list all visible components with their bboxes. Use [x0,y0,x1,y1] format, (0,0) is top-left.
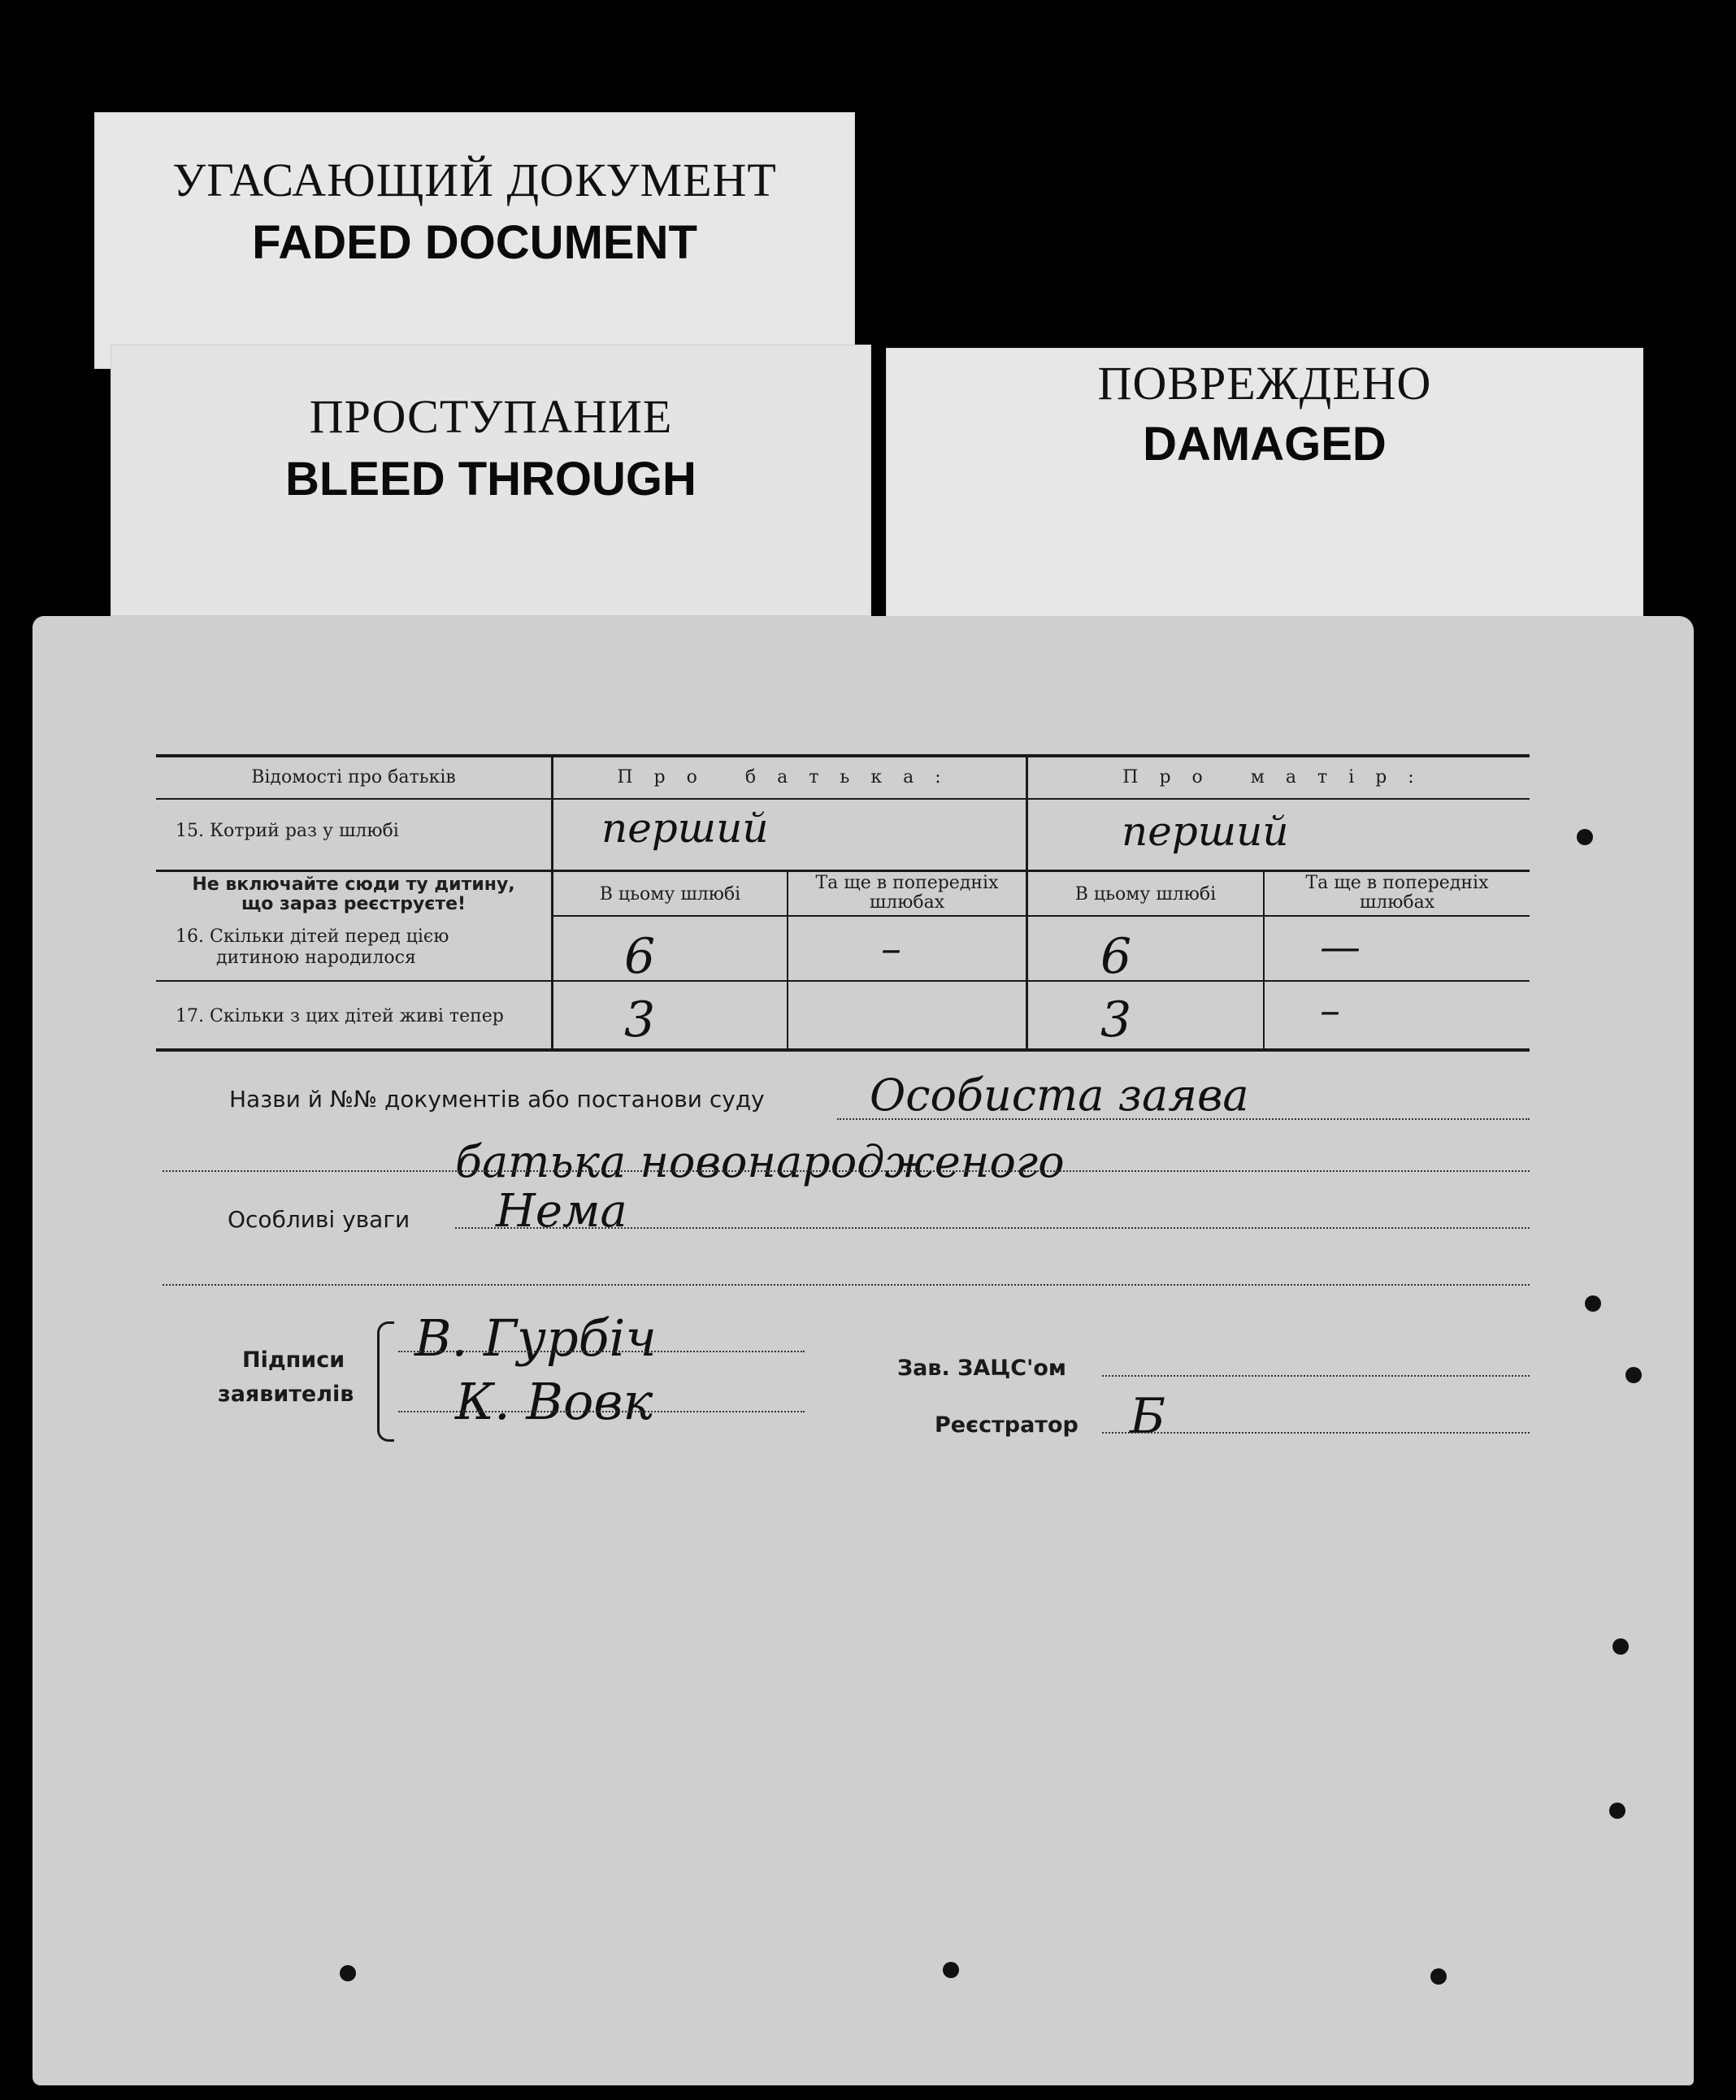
notes-dotted-line-1 [455,1227,1530,1229]
header-mother: Про матір: [1122,767,1435,788]
damaged-label [886,348,1643,621]
row16-mother-prev: — [1320,923,1361,970]
row16-mother-this: 6 [1100,928,1132,985]
table-top-border [156,754,1530,757]
signature-2-line [398,1411,805,1412]
row16-label-line2: дитиною народилося [216,948,416,968]
row15-bottom [156,870,1530,872]
header-father: Про батька: [617,767,962,788]
documents-value-line1: Особиста заява [870,1070,1249,1121]
subheader-father-prev-line1: Та ще в попередніх [815,873,999,893]
row16-father-this: 6 [624,928,656,985]
signatures-label-line2: заявителів [218,1382,354,1407]
damaged-label-en: DAMAGED [1143,418,1387,471]
row16-label-line1: 16. Скільки дітей перед цією [176,926,449,947]
binding-hole [943,1962,959,1978]
notes-dotted-line-2 [163,1284,1530,1286]
header-parents: Відомості про батьків [251,767,456,788]
bleed-label-en: BLEED THROUGH [285,453,697,505]
registrar-signature: Б [1130,1388,1166,1445]
row15-father-value: перший [601,805,769,852]
table-header-bottom [156,798,1530,800]
bleed-label-ru: ПРОСТУПАНИЕ [309,390,673,443]
faded-label-en: FADED DOCUMENT [252,216,697,269]
document-sheet [33,616,1694,2085]
binding-hole [1612,1638,1629,1655]
subheader-father-prev-line2: шлюбах [869,892,945,913]
subheader-bottom [553,915,1530,917]
binding-hole [1430,1968,1447,1985]
faded-document-label [94,112,855,369]
row17-father-this: 3 [624,991,656,1048]
binding-hole [1585,1295,1601,1312]
faded-label-ru: УГАСАЮЩИЙ ДОКУМЕНТ [172,154,777,206]
documents-dotted-line-1 [837,1118,1530,1120]
binding-hole [1577,829,1593,845]
notes-value: Нема [496,1185,627,1238]
registrar-line [1102,1432,1530,1434]
damaged-label-ru: ПОВРЕЖДЕНО [1097,357,1432,410]
notes-label: Особливі уваги [228,1206,410,1233]
binding-hole [1609,1803,1625,1819]
row17-mother-this: 3 [1100,991,1132,1048]
binding-hole [340,1965,356,1981]
documents-dotted-line-2 [163,1170,1530,1172]
signatures-label-line1: Підписи [242,1347,345,1373]
row15-label: 15. Котрий раз у шлюбі [176,821,399,841]
signature-1-line [398,1351,805,1352]
registrar-label: Реєстратор [935,1412,1078,1438]
subheader-note-line2: що зараз реєструєте! [241,894,467,914]
row17-mother-prev: – [1320,987,1340,1034]
signature-2: К. Вовк [455,1372,653,1431]
bleed-through-label [111,345,871,616]
head-of-registry-label: Зав. ЗАЦС'ом [897,1356,1066,1381]
documents-value-line2: батька новонародженого [455,1136,1065,1187]
head-of-registry-line [1102,1375,1530,1377]
subheader-mother-prev-line2: шлюбах [1359,892,1435,913]
subheader-mother-prev-line1: Та ще в попередніх [1305,873,1489,893]
table-bottom-border [156,1048,1530,1052]
documents-label: Назви й №№ документів або постанови суду [229,1086,765,1113]
binding-hole [1625,1367,1642,1383]
subheader-note-line1: Не включайте сюди ту дитину, [192,874,515,895]
row16-father-prev: – [881,925,901,972]
subheader-mother-this: В цьому шлюбі [1074,884,1217,905]
signatures-bracket [377,1321,394,1442]
row17-label: 17. Скільки з цих дітей живі тепер [176,1006,504,1026]
subheader-father-this: В цьому шлюбі [599,884,741,905]
signature-1: В. Гурбіч [414,1308,657,1368]
row15-mother-value: перший [1122,808,1289,855]
row16-bottom [156,980,1530,982]
